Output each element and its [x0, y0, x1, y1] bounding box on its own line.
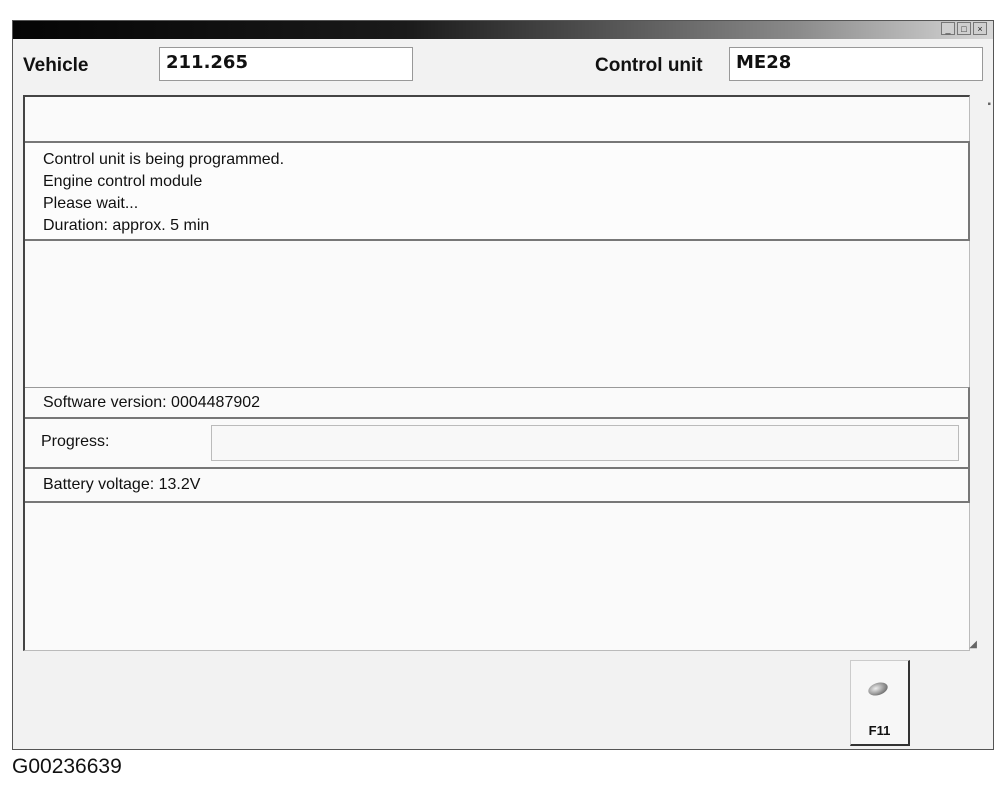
status-panel	[23, 95, 970, 651]
progress-label: Progress:	[41, 433, 110, 450]
resize-grip-icon[interactable]: ◢	[969, 639, 977, 650]
status-line-3: Please wait...	[43, 195, 139, 212]
progress-bar	[211, 425, 959, 461]
programming-window	[12, 20, 994, 750]
software-version-row: Software version: 0004487902	[25, 387, 970, 419]
figure-id: G00236639	[12, 755, 122, 778]
status-message-box	[25, 141, 970, 241]
scroll-up-icon[interactable]: ▪	[987, 99, 991, 110]
control-unit-label: Control unit	[595, 55, 703, 76]
vehicle-label: Vehicle	[23, 55, 89, 76]
vehicle-field: 211.265	[159, 47, 413, 81]
status-line-4: Duration: approx. 5 min	[43, 217, 210, 234]
minimize-button[interactable]: _	[941, 22, 955, 35]
control-unit-field: ME28	[729, 47, 983, 81]
status-line-2: Engine control module	[43, 173, 203, 190]
eraser-icon	[867, 680, 890, 698]
status-line-1: Control unit is being programmed.	[43, 151, 285, 168]
f11-key-label: F11	[868, 723, 891, 738]
title-bar	[13, 21, 993, 39]
battery-voltage-row: Battery voltage: 13.2V	[25, 469, 970, 503]
window-controls	[941, 22, 987, 35]
maximize-button[interactable]: □	[957, 22, 971, 35]
close-button[interactable]: ×	[973, 22, 987, 35]
f11-button[interactable]	[850, 660, 910, 746]
